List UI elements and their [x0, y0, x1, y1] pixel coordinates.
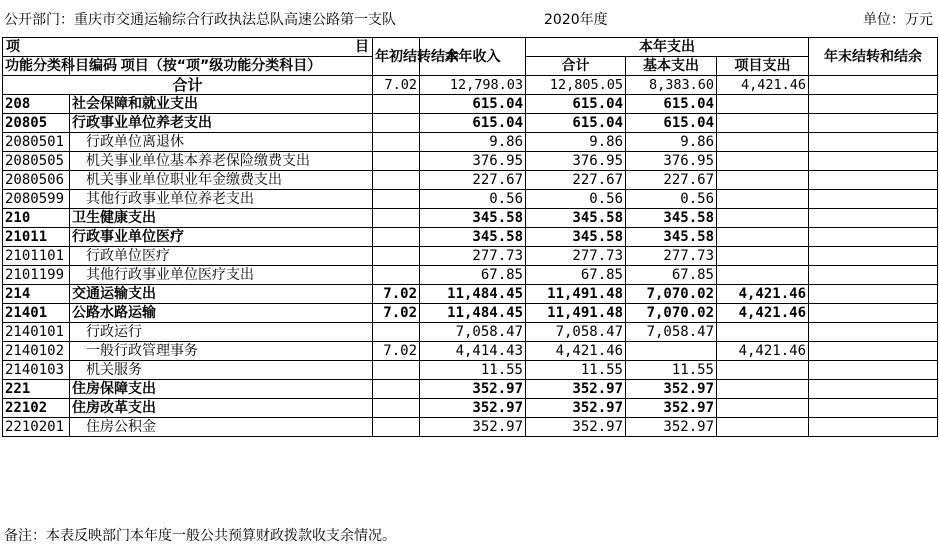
carry-end-cell: [809, 209, 938, 228]
carry-end-cell: [809, 133, 938, 152]
code-cell: 21401: [3, 304, 70, 323]
carry-end-header: 年末结转和结余: [809, 38, 938, 76]
total-cell: 9.86: [526, 133, 626, 152]
name-cell: 住房改革支出: [70, 399, 373, 418]
carry-start-cell: [373, 399, 420, 418]
basic-cell: 0.56: [626, 190, 717, 209]
carry-start-cell: [373, 171, 420, 190]
total-cell: 7,058.47: [526, 323, 626, 342]
name-cell: 其他行政事业单位医疗支出: [70, 266, 373, 285]
total-cell: 352.97: [526, 418, 626, 437]
table-row: [3, 247, 938, 266]
carry-end-cell: [809, 342, 938, 361]
code-cell: 22102: [3, 399, 70, 418]
income-cell: 352.97: [420, 399, 526, 418]
table-row: [3, 209, 938, 228]
income-cell: 11,484.45: [420, 304, 526, 323]
carry-end-cell: [809, 418, 938, 437]
income-cell: 7,058.47: [420, 323, 526, 342]
name-cell: 机关服务: [70, 361, 373, 380]
carry-end-cell: [809, 285, 938, 304]
project-cell: [717, 190, 809, 209]
carry-start-cell: [373, 380, 420, 399]
project-cell: [717, 95, 809, 114]
basic-cell: 345.58: [626, 228, 717, 247]
carry-end-cell: [809, 247, 938, 266]
basic-cell: 352.97: [626, 399, 717, 418]
total-carry-end: [809, 76, 938, 95]
total-cell: 345.58: [526, 228, 626, 247]
carry-end-cell: [809, 152, 938, 171]
project-cell: [717, 380, 809, 399]
carry-start-cell: [373, 114, 420, 133]
header-row-1: [3, 38, 938, 57]
code-cell: 2140102: [3, 342, 70, 361]
total-cell: 345.58: [526, 209, 626, 228]
income-cell: 11,484.45: [420, 285, 526, 304]
code-header: 功能分类科目编码: [3, 57, 70, 76]
total-cell: 0.56: [526, 190, 626, 209]
total-cell: 11.55: [526, 361, 626, 380]
income-cell: 376.95: [420, 152, 526, 171]
carry-end-cell: [809, 323, 938, 342]
total-cell: 615.04: [526, 114, 626, 133]
carry-end-cell: [809, 228, 938, 247]
project-cell: [717, 152, 809, 171]
income-cell: 352.97: [420, 380, 526, 399]
project-cell: 4,421.46: [717, 285, 809, 304]
total-label: 合计: [3, 76, 373, 95]
name-cell: 行政事业单位医疗: [70, 228, 373, 247]
project-cell: 4,421.46: [717, 304, 809, 323]
total-cell: 352.97: [526, 380, 626, 399]
income-cell: 352.97: [420, 418, 526, 437]
table-row: [3, 171, 938, 190]
carry-start-cell: [373, 152, 420, 171]
carry-start-cell: [373, 266, 420, 285]
name-cell: 行政事业单位养老支出: [70, 114, 373, 133]
name-cell: 行政单位离退休: [70, 133, 373, 152]
carry-end-cell: [809, 380, 938, 399]
table-row: [3, 361, 938, 380]
carry-end-cell: [809, 190, 938, 209]
table-row: [3, 380, 938, 399]
table-row: [3, 285, 938, 304]
total-cell: 4,421.46: [526, 342, 626, 361]
expenditure-table: [2, 37, 938, 437]
code-cell: 2080599: [3, 190, 70, 209]
basic-cell: 67.85: [626, 266, 717, 285]
carry-start-cell: [373, 247, 420, 266]
basic-cell: 615.04: [626, 95, 717, 114]
code-cell: 208: [3, 95, 70, 114]
carry-end-cell: [809, 171, 938, 190]
project-cell: [717, 418, 809, 437]
unit-label: 单位：万元: [863, 12, 933, 28]
total-cell: 227.67: [526, 171, 626, 190]
code-cell: 214: [3, 285, 70, 304]
basic-cell: 11.55: [626, 361, 717, 380]
table-row: [3, 95, 938, 114]
name-cell: 住房公积金: [70, 418, 373, 437]
income-cell: 345.58: [420, 209, 526, 228]
total-income: 12,798.03: [420, 76, 526, 95]
name-cell: 公路水路运输: [70, 304, 373, 323]
carry-start-cell: [373, 190, 420, 209]
income-cell: 615.04: [420, 95, 526, 114]
carry-end-cell: [809, 95, 938, 114]
table-row: [3, 266, 938, 285]
project-cell: [717, 228, 809, 247]
table-row: [3, 304, 938, 323]
project-cell: [717, 114, 809, 133]
report-header: [0, 0, 939, 34]
project-cell: [717, 247, 809, 266]
name-cell: 其他行政事业单位养老支出: [70, 190, 373, 209]
income-cell: 4,414.43: [420, 342, 526, 361]
carry-start-cell: [373, 133, 420, 152]
basic-cell: 7,058.47: [626, 323, 717, 342]
code-cell: 2080501: [3, 133, 70, 152]
project-cell: [717, 323, 809, 342]
total-header: 合计: [526, 57, 626, 76]
name-header: 项目（按“项”级功能分类科目）: [70, 57, 373, 76]
name-cell: 行政单位医疗: [70, 247, 373, 266]
total-basic: 8,383.60: [626, 76, 717, 95]
basic-cell: 227.67: [626, 171, 717, 190]
code-cell: 2101199: [3, 266, 70, 285]
carry-start-cell: 7.02: [373, 342, 420, 361]
basic-cell: 7,070.02: [626, 304, 717, 323]
name-cell: 机关事业单位职业年金缴费支出: [70, 171, 373, 190]
project-cell: [717, 399, 809, 418]
income-cell: 11.55: [420, 361, 526, 380]
name-cell: 卫生健康支出: [70, 209, 373, 228]
basic-cell: 7,070.02: [626, 285, 717, 304]
total-row: [3, 76, 938, 95]
carry-end-cell: [809, 399, 938, 418]
table-row: [3, 114, 938, 133]
carry-start-cell: [373, 228, 420, 247]
carry-start-cell: [373, 418, 420, 437]
table-row: [3, 190, 938, 209]
basic-cell: 352.97: [626, 380, 717, 399]
xiang-label: 项: [6, 39, 20, 55]
basic-cell: 345.58: [626, 209, 717, 228]
carry-start-cell: [373, 209, 420, 228]
income-cell: 345.58: [420, 228, 526, 247]
total-cell: 277.73: [526, 247, 626, 266]
total-total: 12,805.05: [526, 76, 626, 95]
total-cell: 11,491.48: [526, 304, 626, 323]
table-row: [3, 133, 938, 152]
carry-end-cell: [809, 114, 938, 133]
carry-start-header: 年初结转结余: [373, 38, 420, 76]
basic-header: 基本支出: [626, 57, 717, 76]
total-project: 4,421.46: [717, 76, 809, 95]
total-carry-start: 7.02: [373, 76, 420, 95]
carry-start-cell: [373, 361, 420, 380]
code-cell: 21011: [3, 228, 70, 247]
name-cell: 机关事业单位基本养老保险缴费支出: [70, 152, 373, 171]
income-cell: 67.85: [420, 266, 526, 285]
carry-start-cell: [373, 95, 420, 114]
department-label: 公开部门：重庆市交通运输综合行政执法总队高速公路第一支队: [4, 12, 396, 28]
income-cell: 9.86: [420, 133, 526, 152]
basic-cell: [626, 342, 717, 361]
footnote: 备注：本表反映部门本年度一般公共预算财政拨款收支余情况。: [4, 528, 396, 544]
basic-cell: 277.73: [626, 247, 717, 266]
total-cell: 11,491.48: [526, 285, 626, 304]
code-cell: 210: [3, 209, 70, 228]
project-cell: [717, 171, 809, 190]
code-cell: 2080506: [3, 171, 70, 190]
total-cell: 67.85: [526, 266, 626, 285]
project-cell: [717, 266, 809, 285]
code-cell: 2140101: [3, 323, 70, 342]
code-cell: 2210201: [3, 418, 70, 437]
mu-label: 目: [355, 39, 369, 55]
project-cell: [717, 361, 809, 380]
table-row: [3, 399, 938, 418]
name-cell: 一般行政管理事务: [70, 342, 373, 361]
project-header: 项目支出: [717, 57, 809, 76]
income-cell: 615.04: [420, 114, 526, 133]
year-label: 2020年度: [544, 12, 608, 28]
table-row: [3, 342, 938, 361]
total-cell: 352.97: [526, 399, 626, 418]
carry-end-cell: [809, 304, 938, 323]
name-cell: 社会保障和就业支出: [70, 95, 373, 114]
code-cell: 221: [3, 380, 70, 399]
name-cell: 交通运输支出: [70, 285, 373, 304]
project-cell: [717, 133, 809, 152]
table-row: [3, 152, 938, 171]
code-cell: 2140103: [3, 361, 70, 380]
table-row: [3, 418, 938, 437]
project-cell: 4,421.46: [717, 342, 809, 361]
expense-group-header: 本年支出: [526, 38, 809, 57]
basic-cell: 615.04: [626, 114, 717, 133]
name-cell: 住房保障支出: [70, 380, 373, 399]
income-cell: 227.67: [420, 171, 526, 190]
basic-cell: 376.95: [626, 152, 717, 171]
basic-cell: 9.86: [626, 133, 717, 152]
project-cell: [717, 209, 809, 228]
carry-end-cell: [809, 361, 938, 380]
carry-start-cell: [373, 323, 420, 342]
code-cell: 2101101: [3, 247, 70, 266]
total-cell: 376.95: [526, 152, 626, 171]
item-header-cell: [3, 38, 373, 57]
code-cell: 20805: [3, 114, 70, 133]
carry-start-cell: 7.02: [373, 285, 420, 304]
carry-start-cell: 7.02: [373, 304, 420, 323]
income-cell: 277.73: [420, 247, 526, 266]
total-cell: 615.04: [526, 95, 626, 114]
income-header: 本年收入: [420, 38, 526, 76]
basic-cell: 352.97: [626, 418, 717, 437]
name-cell: 行政运行: [70, 323, 373, 342]
income-cell: 0.56: [420, 190, 526, 209]
table-row: [3, 228, 938, 247]
carry-end-cell: [809, 266, 938, 285]
table-row: [3, 323, 938, 342]
code-cell: 2080505: [3, 152, 70, 171]
